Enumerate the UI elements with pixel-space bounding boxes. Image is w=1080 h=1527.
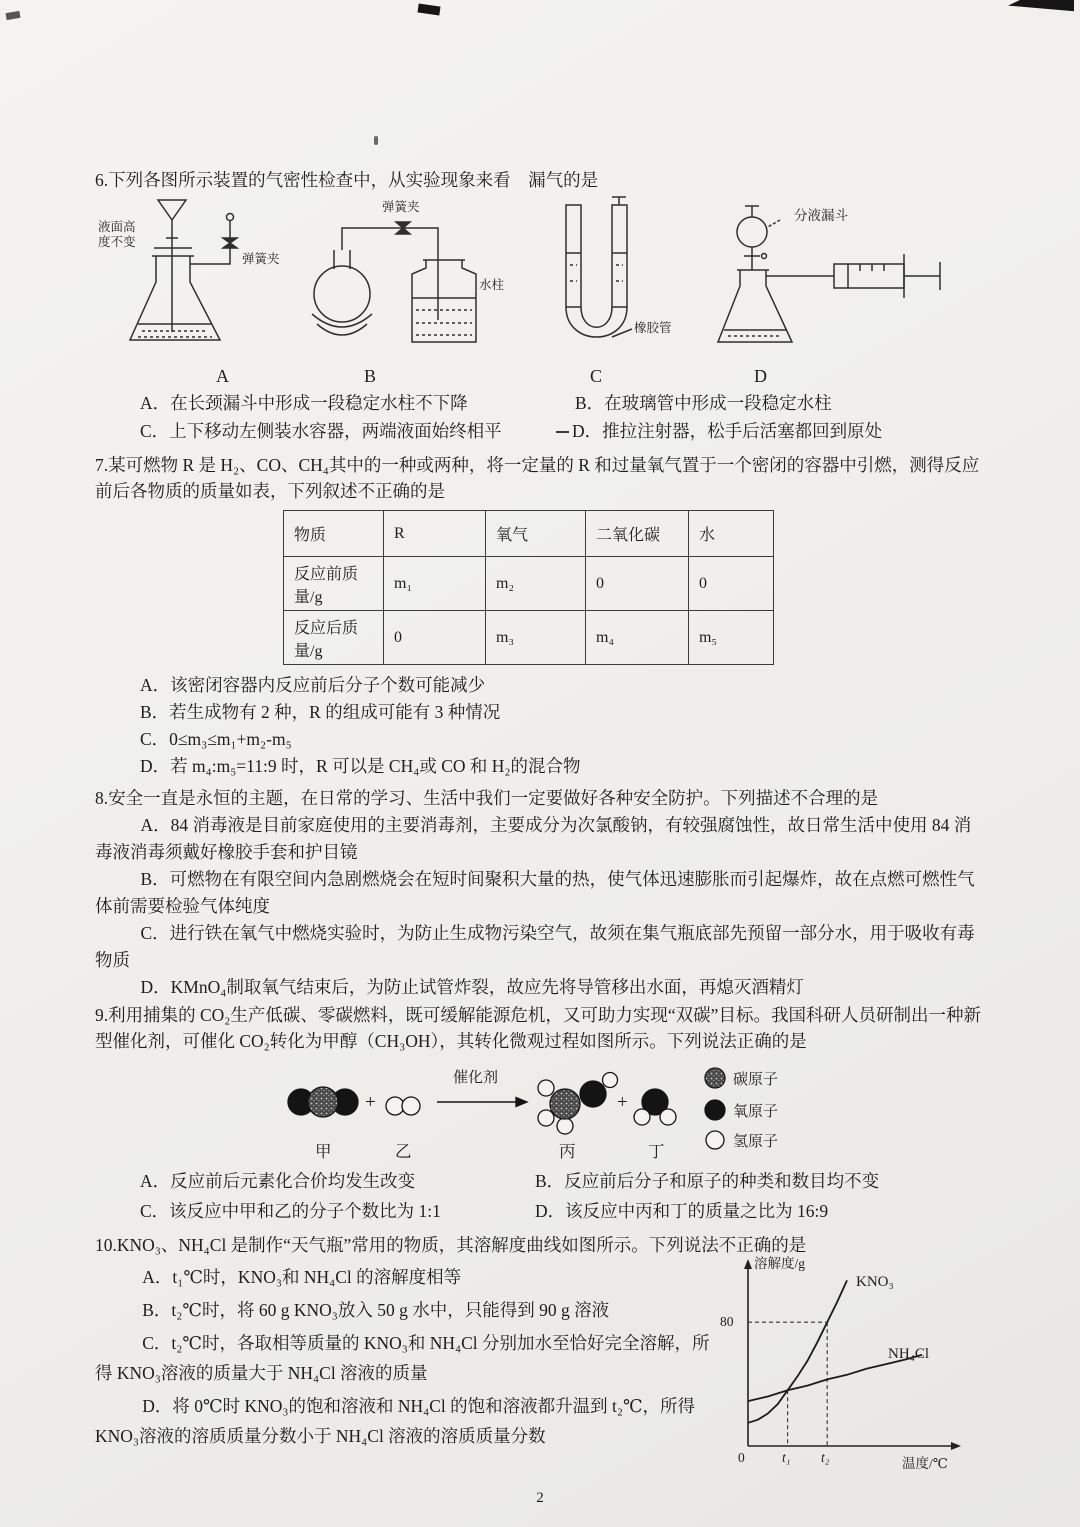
x-axis-label: 温度/℃ — [902, 1456, 948, 1471]
molecule-diagram — [265, 1062, 925, 1162]
clamp-label: 弹簧夹 — [242, 252, 280, 266]
table-cell: 反应前质量/g — [284, 557, 384, 611]
rubber-tube-label: 橡胶管 — [634, 321, 672, 335]
legend-hydrogen-atom: 氢原子 — [733, 1134, 779, 1150]
question-10-stem: 10.KNO₃、NH₄Cl 是制作“天气瓶”常用的物质，其溶解度曲线如图所示。下列说法不正确的是 — [95, 1235, 807, 1255]
q10-option-c: C．t₂℃时，各取相等质量的 KNO₃和 NH₄Cl 分别加水至恰好完全溶解，所得 KNO₃溶液的质量大于 NH₄Cl 溶液的质量 — [95, 1333, 710, 1383]
apparatus-figure-d — [700, 192, 970, 368]
y-tick-80: 80 — [720, 1314, 734, 1329]
q8-option-b: B．可燃物在有限空间内急剧燃烧会在短时间聚积大量的热，使气体迅速膨胀而引起爆炸，故在点燃可燃性气体前需要检验气体纯度 — [95, 869, 975, 916]
question-6-stem: 6.下列各图所示装置的气密性检查中，从实验现象来看 漏气的是 — [95, 170, 599, 190]
clamp-label: 弹簧夹 — [382, 200, 420, 214]
q7-option-c: C．0≤m₃≤m₁+m₂-m₅ — [140, 729, 292, 749]
q7-option-b: B．若生成物有 2 种，R 的组成可能有 3 种情况 — [140, 702, 501, 722]
solubility-curve-plot — [716, 1254, 968, 1466]
table-cell: 0 — [689, 557, 774, 611]
separating-funnel-label: 分液漏斗 — [794, 208, 848, 223]
mass-table — [283, 510, 774, 665]
table-row — [284, 557, 774, 611]
x-tick-t1: t₁ — [782, 1450, 791, 1465]
molecule-label-ding: 丁 — [648, 1142, 665, 1161]
table-row — [284, 611, 774, 665]
table-cell: m₅ — [689, 611, 774, 665]
q10-options — [95, 1262, 717, 1454]
curve-label-kno3: KNO₃ — [856, 1274, 894, 1290]
table-cell: m₄ — [586, 611, 689, 665]
apparatus-figure-a — [98, 192, 303, 368]
table-cell: 0 — [384, 611, 486, 665]
question-8-stem: 8.安全一直是永恒的主题，在日常的学习、生活中我们一定要做好各种安全防护。下列描述不合理的是 — [95, 788, 879, 808]
q6-option-d: D．推拉注射器，松手后活塞都回到原处 — [572, 421, 883, 441]
scan-artifact — [5, 11, 20, 20]
q8-option-a: A．84 消毒液是目前家庭使用的主要消毒剂，主要成分为次氯酸钠，有较强腐蚀性，故日常生活中使用 84 消毒液消毒须戴好橡胶手套和护目镜 — [95, 815, 972, 862]
reaction-micro-diagram — [265, 1062, 925, 1166]
page-number: 2 — [536, 1490, 544, 1506]
q8-options — [95, 812, 985, 1001]
q9-option-b: B．反应前后分子和原子的种类和数目均不变 — [535, 1171, 880, 1191]
table-header-cell: 物质 — [284, 511, 384, 557]
q7-option-a: A．该密闭容器内反应前后分子个数可能减少 — [140, 675, 486, 695]
scan-artifact — [556, 431, 569, 433]
q7-option-d: D．若 m₄:m₅=11:9 时，R 可以是 CH₄或 CO 和 H₂的混合物 — [140, 756, 581, 776]
table-cell: m₂ — [486, 557, 586, 611]
table-header-row — [284, 511, 774, 557]
q6-option-b: B．在玻璃管中形成一段稳定水柱 — [575, 393, 832, 413]
question-9-stem: 9.利用捕集的 CO₂生产低碳、零碳燃料，既可缓解能源危机，又可助力实现“双碳”目标。我国科研人员研制出一种新型催化剂，可催化 CO₂转化为甲醇（CH₃OH），其转化微观过程如图所示。下列说法正确的是 — [95, 1005, 981, 1051]
q6-option-a: A．在长颈漏斗中形成一段稳定水柱不下降 — [140, 393, 468, 413]
q10-option-b: B．t₂℃时，将 60 g KNO₃放入 50 g 水中，只能得到 90 g 溶液 — [142, 1300, 610, 1320]
q9-option-d: D．该反应中丙和丁的质量之比为 16:9 — [535, 1201, 829, 1221]
flask-bottle-diagram — [300, 192, 505, 364]
curve-label-nh4cl: NH₄Cl — [888, 1346, 930, 1362]
scan-artifact — [374, 136, 378, 145]
table-cell: 反应后质量/g — [284, 611, 384, 665]
figure-letter-c: C — [590, 366, 603, 386]
molecule-label-bing: 丙 — [559, 1142, 576, 1161]
apparatus-figure-b — [300, 192, 505, 368]
scan-artifact — [1008, 0, 1074, 16]
table-header-cell: R — [384, 511, 486, 557]
figure-letter-b: B — [364, 366, 377, 386]
legend-oxygen-atom: 氧原子 — [733, 1104, 779, 1120]
u-tube-diagram — [540, 195, 695, 363]
figure-letter-d: D — [754, 366, 767, 386]
catalyst-label: 催化剂 — [453, 1070, 499, 1086]
molecule-label-jia: 甲 — [315, 1142, 332, 1161]
q6-option-c: C．上下移动左侧装水容器，两端液面始终相平 — [140, 421, 502, 441]
x-tick-0: 0 — [738, 1450, 745, 1465]
q10-option-a: A．t₁℃时，KNO₃和 NH₄Cl 的溶解度相等 — [142, 1267, 462, 1287]
q8-option-d: D．KMnO₄制取氧气结束后，为防止试管炸裂，故应先将导管移出水面，再熄灭酒精灯 — [140, 977, 804, 997]
molecule-label-yi: 乙 — [395, 1142, 412, 1161]
table-cell: 0 — [586, 557, 689, 611]
solubility-chart — [716, 1254, 968, 1482]
q10-option-d: D．将 0℃时 KNO₃的饱和溶液和 NH₄Cl 的饱和溶液都升温到 t₂℃，所得 KNO₃溶液的溶质质量分数小于 NH₄Cl 溶液的溶质质量分数 — [95, 1396, 696, 1446]
table-header-cell: 氧气 — [486, 511, 586, 557]
table-header-cell: 二氧化碳 — [586, 511, 689, 557]
legend-carbon-atom: 碳原子 — [733, 1072, 779, 1088]
plus-sign: + — [365, 1092, 376, 1113]
table-header-cell: 水 — [689, 511, 774, 557]
plus-sign: + — [617, 1092, 628, 1113]
figure-letter-a: A — [216, 366, 229, 386]
apparatus-figure-c — [540, 195, 695, 367]
q8-option-c: C．进行铁在氧气中燃烧实验时，为防止生成物污染空气，故须在集气瓶底部先预留一部分水，用于吸收有毒物质 — [95, 923, 975, 970]
table-cell: m₃ — [486, 611, 586, 665]
flask-funnel-diagram — [98, 192, 303, 364]
q9-option-c: C．该反应中甲和乙的分子个数比为 1:1 — [140, 1201, 441, 1221]
question-7-stem: 7.某可燃物 R 是 H₂、CO、CH₄其中的一种或两种，将一定量的 R 和过量氧气置于一个密闭的容器中引燃，测得反应前后各物质的质量如表，下列叙述不正确的是 — [95, 455, 980, 501]
q9-option-a: A．反应前后元素化合价均发生改变 — [140, 1171, 416, 1191]
x-tick-t2: t₂ — [821, 1450, 830, 1465]
liquid-level-label: 液面高度不变 — [98, 220, 136, 249]
scan-artifact — [417, 4, 440, 16]
y-axis-label: 溶解度/g — [754, 1256, 806, 1271]
table-cell: m₁ — [384, 557, 486, 611]
water-column-label: 水柱 — [479, 278, 505, 292]
